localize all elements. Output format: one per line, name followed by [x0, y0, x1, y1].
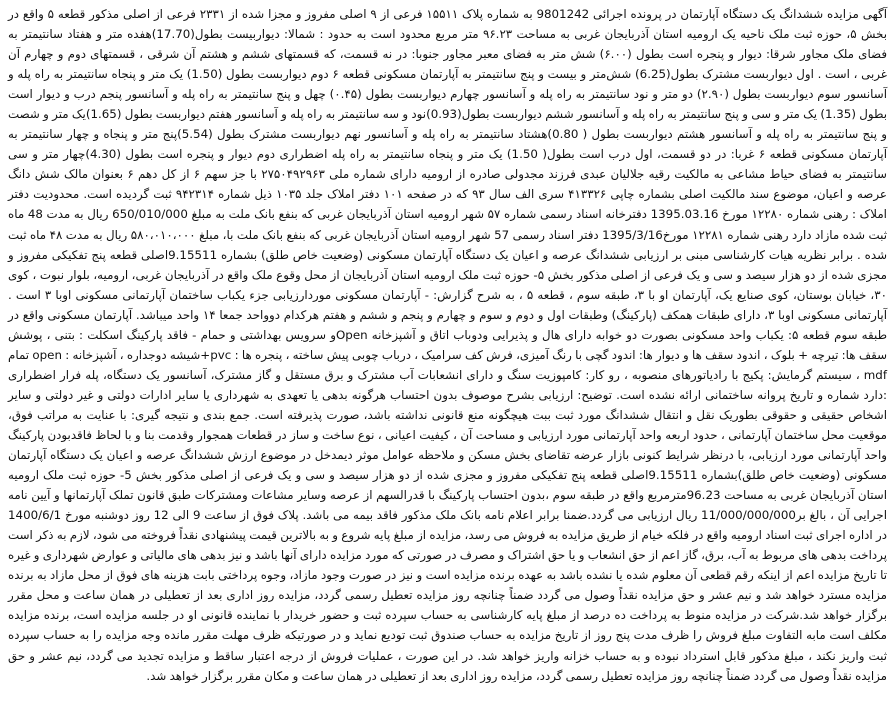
auction-notice-text: آگهی مزایده ششدانگ یک دستگاه آپارتمان در پرونده اجرائی 9801242 به شماره پلاک ۱۵۵۱۱ فرعی از ۹ اصلی مفروز و مجزا شده از ۲۳۳۱ فرعی از اصلی مذکور قطعه ۵ واقع در بخش ۵، حوزه ثبت ملک ناحیه یک ارومیه استان آذربایجان غربی به مساحت ۹۶.۲۳ متر مربع محدود است به حدود : شمالا: دیواربیست بطول(17.70)هفده متر و هفتاد سانتیمتر به فضای ملک مجاور شرقا: دیوار و پنجره است بطول (۶.۰۰) شش متر به فضای معبر مجاور جنوبا: در نه قسمت، که قسمتهای ششم و هشتم آن شرقی ، قسمتهای دوم و چهارم آن غربی ، است . اول دیواربست مشترک بطول(6.25) شش‌متر و بیست و پنج سانتیمتر به آپارتمان مسکونی قطعه ۶ دوم دیواربست بطول (1.50) یک متر و پنجاه سانتیمتر به راه پله و آسانسور سوم دیواربست بطول (۲.۹۰) دو متر و نود سانتیمتر به راه پله و آسانسور چهارم دیواربست بطول (۰.۴۵) چهل و پنج سانتیمتر به راه پله و آسانسور پنجم درب و دیوار است بطول (1.35) یک متر و سی و پنج سانتیمتر به راه پله و آسانسور ششم دیواربست بطول(0.93)نود و سه سانتیمتر به راه پله و آسانسور هفتم دیواربست بطول (1.65)یک متر و شصت و پنج سانتیمتر به راه پله و آسانسور هشتم دیواربست بطول ( 0.80)هشتاد سانتیمتر به راه پله و آسانسور نهم دیواربست مشترک بطول (5.54)پنج متر و پنجاه و چهار سانتیمتر به آپارتمان مسکونی قطعه ۶ غربا: در دو قسمت، اول درب است بطول( 1.50) یک متر و پنجاه سانتیمتر به راه پله اضطراری دوم دیوار و پنجره است بطول (4.30)چهار متر و سی سانتیمتر به فضای حیاط مشاعی به مالکیت رقیه جلالیان عبدی فرزند مجدولی صادره از ارومیه دارای شماره ملی ۲۷۵۰۴۹۲۹۶۳ با جز سهم ۶ از کل دهم ۶ بعنوان مالک شش دانگ عرصه و اعیان، موضوع سند مالکیت اصلی بشماره چاپی ۴۱۳۳۲۶ سری الف سال ۹۳ که در صفحه ۱۰۱ دفتر املاک جلد ۱۰۳۵ ذیل شماره ۹۴۲۳۱۴ ثبت گردیده است. محدودیت دفتر املاک : رهنی شماره ۱۲۲۸۰ مورخ 1395.03.16 دفترخانه اسناد رسمی شماره ۵۷ شهر ارومیه استان آذربایجان غربی که بنفع بانک ملت به مبلغ 650/010/000 ریال به مدت 48 ماه ثبت شده مازاد دارد رهنی شماره ۱۲۲۸۱ مورخ1395/3/16 دفتر اسناد رسمی 57 شهر ارومیه استان آذربایجان غربی که بنفع بانک ملت با، مبلغ ۵۸۰،۰۱۰،۰۰۰ ریال به مدت ۴۸ ماه ثبت شده . برابر نظریه هیات کارشناسی مبنی بر ارزیابی ششدانگ عرصه و اعیان یک دستگاه آپارتمان مسکونی (وضعیت خاص طلق) بشماره 9.15511اصلی قطعه پنج تفکیکی مفروز و مجزی شده از دو هزار سیصد و سی و یک فرعی از اصلی مذکور بخش ۵- حوزه ثبت ملک ارومیه استان آذربایجان از محل وقوع ملک واقع در آذربایجان غربی، ارومیه، بلوار نبوت ، کوی ۳۰، خیابان بوستان، کوی صنایع یک، آپارتمان او با ۳، طبقه سوم ، قطعه ۵ ، به شرح گزارش: - آپارتمان مسکونی موردارزیابی جزء یکباب ساختمان آپارتمانی مسکونی اوبا ۳ است . آپارتمانی مسکونی اوبا ۳، دارای طبقات همکف (پارکینگ) وطبقات اول و دوم و سوم و چهارم و پنجم و ششم و هفتم هرکدام دوواحد جمعا ۱۴ واحد میباشد. آپارتمان مسکونی واقع در طبقه سوم قطعه ۵: یکباب واحد مسکونی بصورت دو خوابه دارای هال و پذیرایی ودوباب اتاق و آشپزخانه Openو سرویس بهداشتی و حمام - فاقد پارکینگ اسکلت : بتنی ، پوشش سقف ها: تیرچه + بلوک ، اندود سقف ها و دیوار ها: اندود گچی با رنگ آمیزی، فرش کف سرامیک ، درباب چوبی پیش ساخته ، پنجره ها : pvc+شیشه دوجداره ، آشپزخانه : open تمام mdf ، سیستم گرمایش: پکیج با رادیاتورهای منصوبه ، رو کار: کامپوزیت سنگ و دارای انشعابات آب مشترک و برق مستقل و گاز مشترک، آسانسور یک دستگاه، پله فرار اضطراری :دارد شماره و تاریخ پروانه ساختمانی ارائه نشده است. توضیح: ارزیابی بشرح موصوف بدون احتساب هرگونه بدهی یا تعهدی به شهرداری یا سایر ادارات دولتی و غیر دولتی و سایر اشخاص حقیقی و حقوقی بطوریک نقل و انتقال ششدانگ مورد ثبت ببت هیچگونه منع قانونی نداشته باشد، صورت پذیرفته است. جمع بندی و نتیجه گیری: با عنایت به مراتب فوق، موقعیت محل ساختمان آپارتمانی ، حدود اربعه واحد آپارتمانی مورد ارزیابی و مساحت آن ، کیفیت اعیانی ، نوع ساخت و ساز در قطعات همجوار وقدمت بنا و با لحاظ فاقدبودن پارکینگ واحد آپارتمانی مورد ارزیابی، با درنظر شرایط کنونی بازار عرضه تقاضای بخش مسکن و ملاحظه عوامل موثر دیمدخل در موضوع ارزش ششدانگ عرصه و اعیان یک دستگاه آپارتمان مسکونی (وضعیت خاص طلق)بشماره 9.15511اصلی قطعه پنج تفکیکی مفروز و مجزی شده از دو هزار سیصد و سی و یک فرعی از اصلی مذکور بخش 5- حوزه ثبت ملک ارومیه استان آذربایجان غربی به مساحت 96.23مترمربع واقع در طبقه سوم ،بدون احتساب پارکینگ با قدرالسهم از عرصه وسایر مشاعات ومشترکات طبق قانون تملک آپارتمانها و آیین نامه اجرایی آن ، بالغ بر11/000/000/000 ریال ارزیابی می گردد.ضمنا برابر اعلام نامه بانک ملک مذکور فاقد بیمه می باشد. پلاک فوق از ساعت 9 الی 12 روز دوشنبه مورخ 1400/6/1 در اداره اجرای ثبت اسناد ارومیه واقع در فلکه خیام از طریق مزایده به فروش می رسد، مزایده از مبلغ پایه شروع و به بالاترین قیمت پیشنهادی نقداً فروخته می شود، لازم به ذکر است پرداخت بدهی های مربوط به آب، برق، گاز اعم از حق انشعاب و یا حق اشتراک و مصرف در صورتی که مورد مزایده دارای آنها باشد و نیز بدهی های مالیاتی و عوارض شهرداری و غیره تا تاریخ مزایده اعم از اینکه رقم قطعی آن معلوم شده یا نشده باشد به عهده برنده مزایده است و نیز در صورت وجود مازاد، وجوه پرداختی بابت هزینه های فوق از محل مازاد به برنده مزایده مسترد خواهد شد و نیم عشر و حق مزایده نقداً وصول می گردد ضمناً چنانچه روز مزایده تعطیل رسمی گردد، مزایده روز اداری بعد از تعطیلی در همان ساعت و محل مقرر برگزار خواهد شد.شرکت در مزایده منوط به پرداخت ده درصد از مبلغ پایه کارشناسی به حساب سپرده ثبت و حضور خریدار با نماینده قانونی او در جلسه مزایده است، برنده مزایده مکلف است مابه التفاوت مبلغ فروش را ظرف مدت پنج روز از تاریخ مزایده به حساب صندوق ثبت تودیع نماید و در صورتیکه ظرف مهلت مقرر مانده وجه مزایده را به حساب سپرده ثبت واریز نکند ، مبلغ مذکور قابل استرداد نبوده و به حساب خزانه واریز خواهد شد. در این صورت ، عملیات فروش از درجه اعتبار ساقط و مزایده تجدید می گردد، نیم عشر و حق مزایده نقداً وصول می گردد ضمناً چنانچه روز مزایده تعطیل رسمی گردد، مزایده روز اداری بعد از تعطیلی در همان ساعت و مکان مقرر برگزار خواهد شد.	[8, 7, 888, 683]
